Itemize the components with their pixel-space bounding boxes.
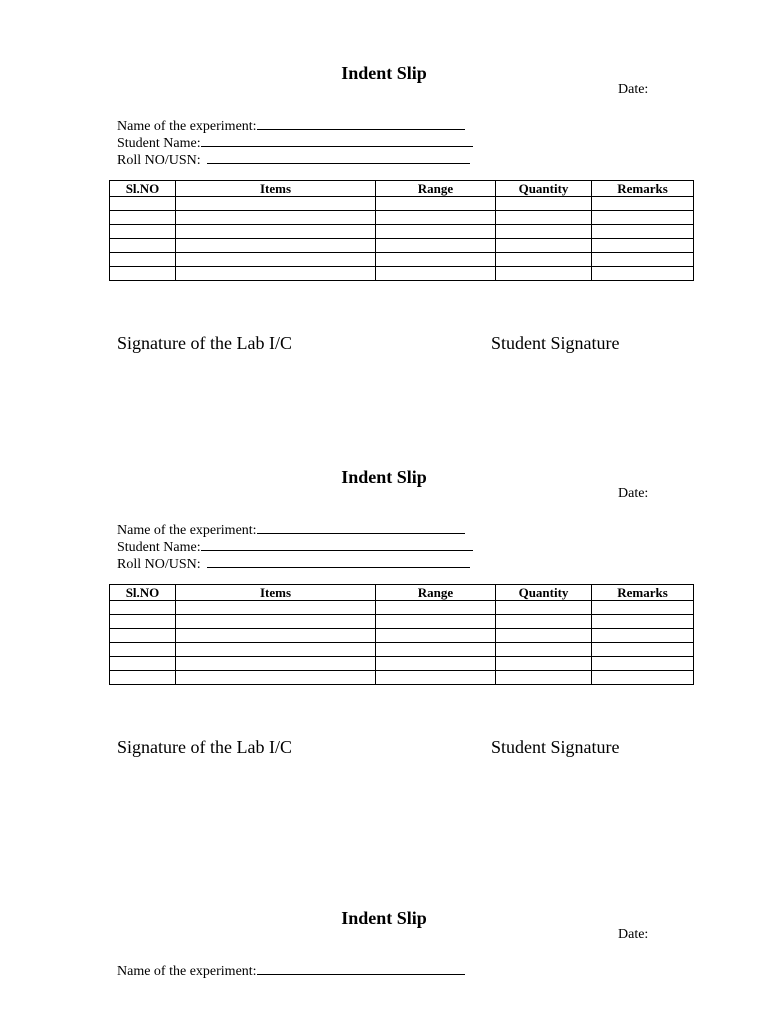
date-label: Date: <box>618 486 649 501</box>
cell-slno[interactable] <box>110 211 176 225</box>
cell-slno[interactable] <box>110 671 176 685</box>
table-row <box>110 643 694 657</box>
cell-range[interactable] <box>376 211 496 225</box>
cell-remarks[interactable] <box>592 225 694 239</box>
cell-items[interactable] <box>176 197 376 211</box>
table-row <box>110 267 694 281</box>
cell-items[interactable] <box>176 657 376 671</box>
column-header-items: Items <box>176 181 376 197</box>
column-header-quantity: Quantity <box>496 585 592 601</box>
cell-items[interactable] <box>176 615 376 629</box>
cell-items[interactable] <box>176 643 376 657</box>
cell-range[interactable] <box>376 239 496 253</box>
column-header-slno: Sl.NO <box>110 585 176 601</box>
lab-ic-signature-label: Signature of the Lab I/C <box>117 737 292 757</box>
cell-items[interactable] <box>176 671 376 685</box>
student-name-blank-line[interactable] <box>201 537 473 551</box>
column-header-slno: Sl.NO <box>110 181 176 197</box>
table-row <box>110 615 694 629</box>
table-row <box>110 239 694 253</box>
slip-title: Indent Slip <box>341 908 427 928</box>
date-label: Date: <box>618 927 649 942</box>
cell-slno[interactable] <box>110 615 176 629</box>
cell-range[interactable] <box>376 671 496 685</box>
column-header-remarks: Remarks <box>592 181 694 197</box>
items-table <box>109 180 694 281</box>
cell-slno[interactable] <box>110 629 176 643</box>
student-name-label: Student Name: <box>117 136 201 151</box>
cell-range[interactable] <box>376 615 496 629</box>
cell-items[interactable] <box>176 629 376 643</box>
cell-remarks[interactable] <box>592 671 694 685</box>
cell-range[interactable] <box>376 643 496 657</box>
cell-remarks[interactable] <box>592 239 694 253</box>
column-header-range: Range <box>376 181 496 197</box>
cell-items[interactable] <box>176 253 376 267</box>
column-header-range: Range <box>376 585 496 601</box>
cell-items[interactable] <box>176 211 376 225</box>
cell-range[interactable] <box>376 629 496 643</box>
experiment-field[interactable] <box>117 961 465 980</box>
experiment-blank-line[interactable] <box>257 116 465 130</box>
column-header-quantity: Quantity <box>496 181 592 197</box>
roll-usn-blank-line[interactable] <box>207 554 470 568</box>
cell-remarks[interactable] <box>592 253 694 267</box>
experiment-label: Name of the experiment: <box>117 964 257 979</box>
table-row <box>110 657 694 671</box>
cell-quantity[interactable] <box>496 253 592 267</box>
roll-usn-field[interactable] <box>117 554 470 573</box>
roll-usn-blank-line[interactable] <box>207 150 470 164</box>
cell-remarks[interactable] <box>592 601 694 615</box>
cell-range[interactable] <box>376 267 496 281</box>
cell-remarks[interactable] <box>592 643 694 657</box>
student-signature-label: Student Signature <box>491 333 620 353</box>
table-row <box>110 253 694 267</box>
table-row <box>110 629 694 643</box>
table-header-row <box>110 181 694 197</box>
column-header-items: Items <box>176 585 376 601</box>
experiment-label: Name of the experiment: <box>117 523 257 538</box>
cell-slno[interactable] <box>110 267 176 281</box>
cell-items[interactable] <box>176 267 376 281</box>
cell-range[interactable] <box>376 253 496 267</box>
cell-quantity[interactable] <box>496 267 592 281</box>
cell-quantity[interactable] <box>496 211 592 225</box>
cell-slno[interactable] <box>110 657 176 671</box>
column-header-remarks: Remarks <box>592 585 694 601</box>
student-name-blank-line[interactable] <box>201 133 473 147</box>
slip-title: Indent Slip <box>341 63 427 83</box>
roll-usn-field[interactable] <box>117 150 470 169</box>
student-signature-label: Student Signature <box>491 737 620 757</box>
cell-remarks[interactable] <box>592 267 694 281</box>
table-row <box>110 197 694 211</box>
table-row <box>110 225 694 239</box>
cell-quantity[interactable] <box>496 601 592 615</box>
cell-quantity[interactable] <box>496 197 592 211</box>
cell-remarks[interactable] <box>592 615 694 629</box>
cell-quantity[interactable] <box>496 643 592 657</box>
cell-slno[interactable] <box>110 197 176 211</box>
cell-range[interactable] <box>376 225 496 239</box>
cell-quantity[interactable] <box>496 239 592 253</box>
cell-quantity[interactable] <box>496 629 592 643</box>
cell-slno[interactable] <box>110 253 176 267</box>
cell-quantity[interactable] <box>496 615 592 629</box>
experiment-label: Name of the experiment: <box>117 119 257 134</box>
cell-items[interactable] <box>176 239 376 253</box>
date-label: Date: <box>618 82 649 97</box>
experiment-blank-line[interactable] <box>257 961 465 975</box>
cell-range[interactable] <box>376 657 496 671</box>
cell-quantity[interactable] <box>496 225 592 239</box>
cell-quantity[interactable] <box>496 657 592 671</box>
table-row <box>110 671 694 685</box>
cell-slno[interactable] <box>110 239 176 253</box>
cell-range[interactable] <box>376 601 496 615</box>
cell-remarks[interactable] <box>592 657 694 671</box>
cell-remarks[interactable] <box>592 197 694 211</box>
slip-title: Indent Slip <box>341 467 427 487</box>
cell-remarks[interactable] <box>592 211 694 225</box>
table-header-row <box>110 585 694 601</box>
cell-slno[interactable] <box>110 601 176 615</box>
cell-items[interactable] <box>176 601 376 615</box>
experiment-blank-line[interactable] <box>257 520 465 534</box>
roll-usn-label: Roll NO/USN: <box>117 153 201 168</box>
cell-slno[interactable] <box>110 225 176 239</box>
table-row <box>110 601 694 615</box>
cell-remarks[interactable] <box>592 629 694 643</box>
student-name-label: Student Name: <box>117 540 201 555</box>
table-row <box>110 211 694 225</box>
cell-items[interactable] <box>176 225 376 239</box>
roll-usn-label: Roll NO/USN: <box>117 557 201 572</box>
cell-quantity[interactable] <box>496 671 592 685</box>
cell-range[interactable] <box>376 197 496 211</box>
lab-ic-signature-label: Signature of the Lab I/C <box>117 333 292 353</box>
items-table <box>109 584 694 685</box>
cell-slno[interactable] <box>110 643 176 657</box>
